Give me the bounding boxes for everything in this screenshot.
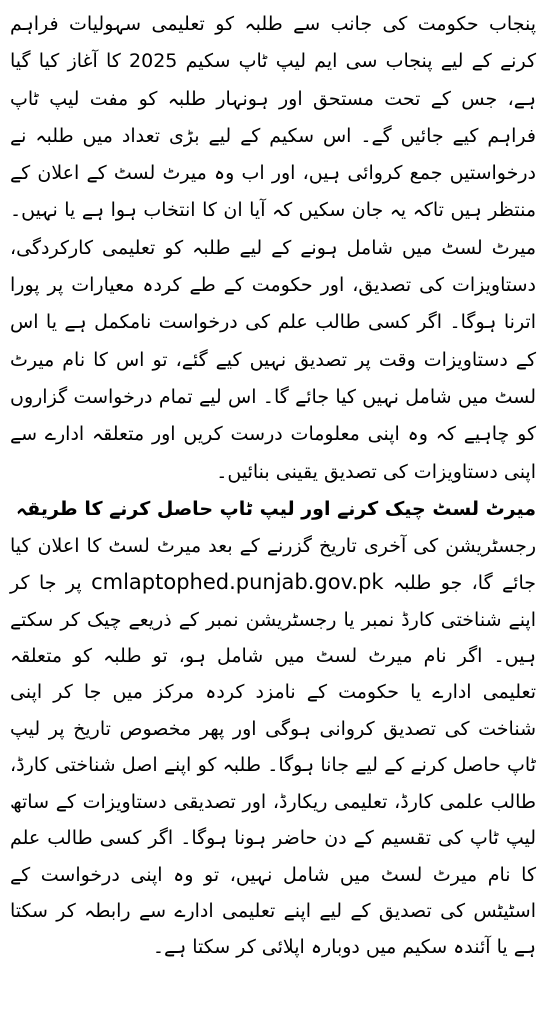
intro-paragraph: پنجاب حکومت کی جانب سے طلبہ کو تعلیمی سہولیات فراہم کرنے کے لیے پنجاب سی ایم لیپ ٹاپ سکیم 2025 کا آغاز کیا گیا ہے، جس کے تحت مستحق اور ہونہار طلبہ کو مفت لیپ ٹاپ فراہم کیے جائیں گے۔ اس سکیم کے لیے بڑی تعداد میں طلبہ نے درخواستیں جمع کروائی ہیں، اور اب وہ میرٹ لسٹ کے اعلان کے منتظر ہیں تاکہ یہ جان سکیں کہ آیا ان کا انتخاب ہوا ہے یا نہیں۔ میرٹ لسٹ میں شامل ہونے کے لیے طلبہ کو تعلیمی کارکردگی، دستاویزات کی تصدیق، اور حکومت کے طے کردہ معیارات پر پورا اترنا ہوگا۔ اگر کسی طالب علم کی درخواست نامکمل ہے یا اس کے دستاویزات وقت پر تصدیق نہیں کیے گئے، تو اس کا نام میرٹ لسٹ میں شامل نہیں کیا جائے گا۔ اس لیے تمام درخواست گزاروں کو چاہیے کہ وہ اپنی معلومات درست کریں اور متعلقہ ادارے سے اپنی دستاویزات کی تصدیق یقینی بنائیں۔ <box>10 13 536 483</box>
procedure-paragraph <box>10 528 536 966</box>
portal-url: cmlaptophed.punjab.gov.pk <box>91 570 384 595</box>
section-heading: میرٹ لسٹ چیک کرنے اور لیپ ٹاپ حاصل کرنے کا طریقہ <box>16 497 536 520</box>
procedure-text-start: رجسٹریشن کی آخری تاریخ گزرنے کے بعد میرٹ لسٹ کا اعلان کیا جائے گا، جو طلبہ <box>10 534 536 595</box>
procedure-text-end: پر جا کر اپنے شناختی کارڈ نمبر یا رجسٹریشن نمبر کے ذریعے چیک کر سکتے ہیں۔ اگر نام میرٹ لسٹ میں شامل ہو، تو طلبہ کو متعلقہ تعلیمی ادارے یا حکومت کے نامزد کردہ مرکز میں جا کر اپنی شناخت کی تصدیق کروانی ہوگی اور پھر مخصوص تاریخ پر لیپ ٹاپ حاصل کرنے کے لیے جانا ہوگا۔ طلبہ کو اپنے اصل شناختی کارڈ، طالب علمی کارڈ، تعلیمی ریکارڈ، اور تصدیقی دستاویزات کے ساتھ لیپ ٹاپ کی تقسیم کے دن حاضر ہونا ہوگا۔ اگر کسی طالب علم کا نام میرٹ لسٹ میں شامل نہیں، تو وہ اپنی درخواست کے اسٹیٹس کی تصدیق کے لیے اپنے تعلیمی ادارے سے رابطہ کر سکتا ہے یا آئندہ سکیم میں دوبارہ اپلائی کر سکتا ہے۔ <box>10 572 536 959</box>
